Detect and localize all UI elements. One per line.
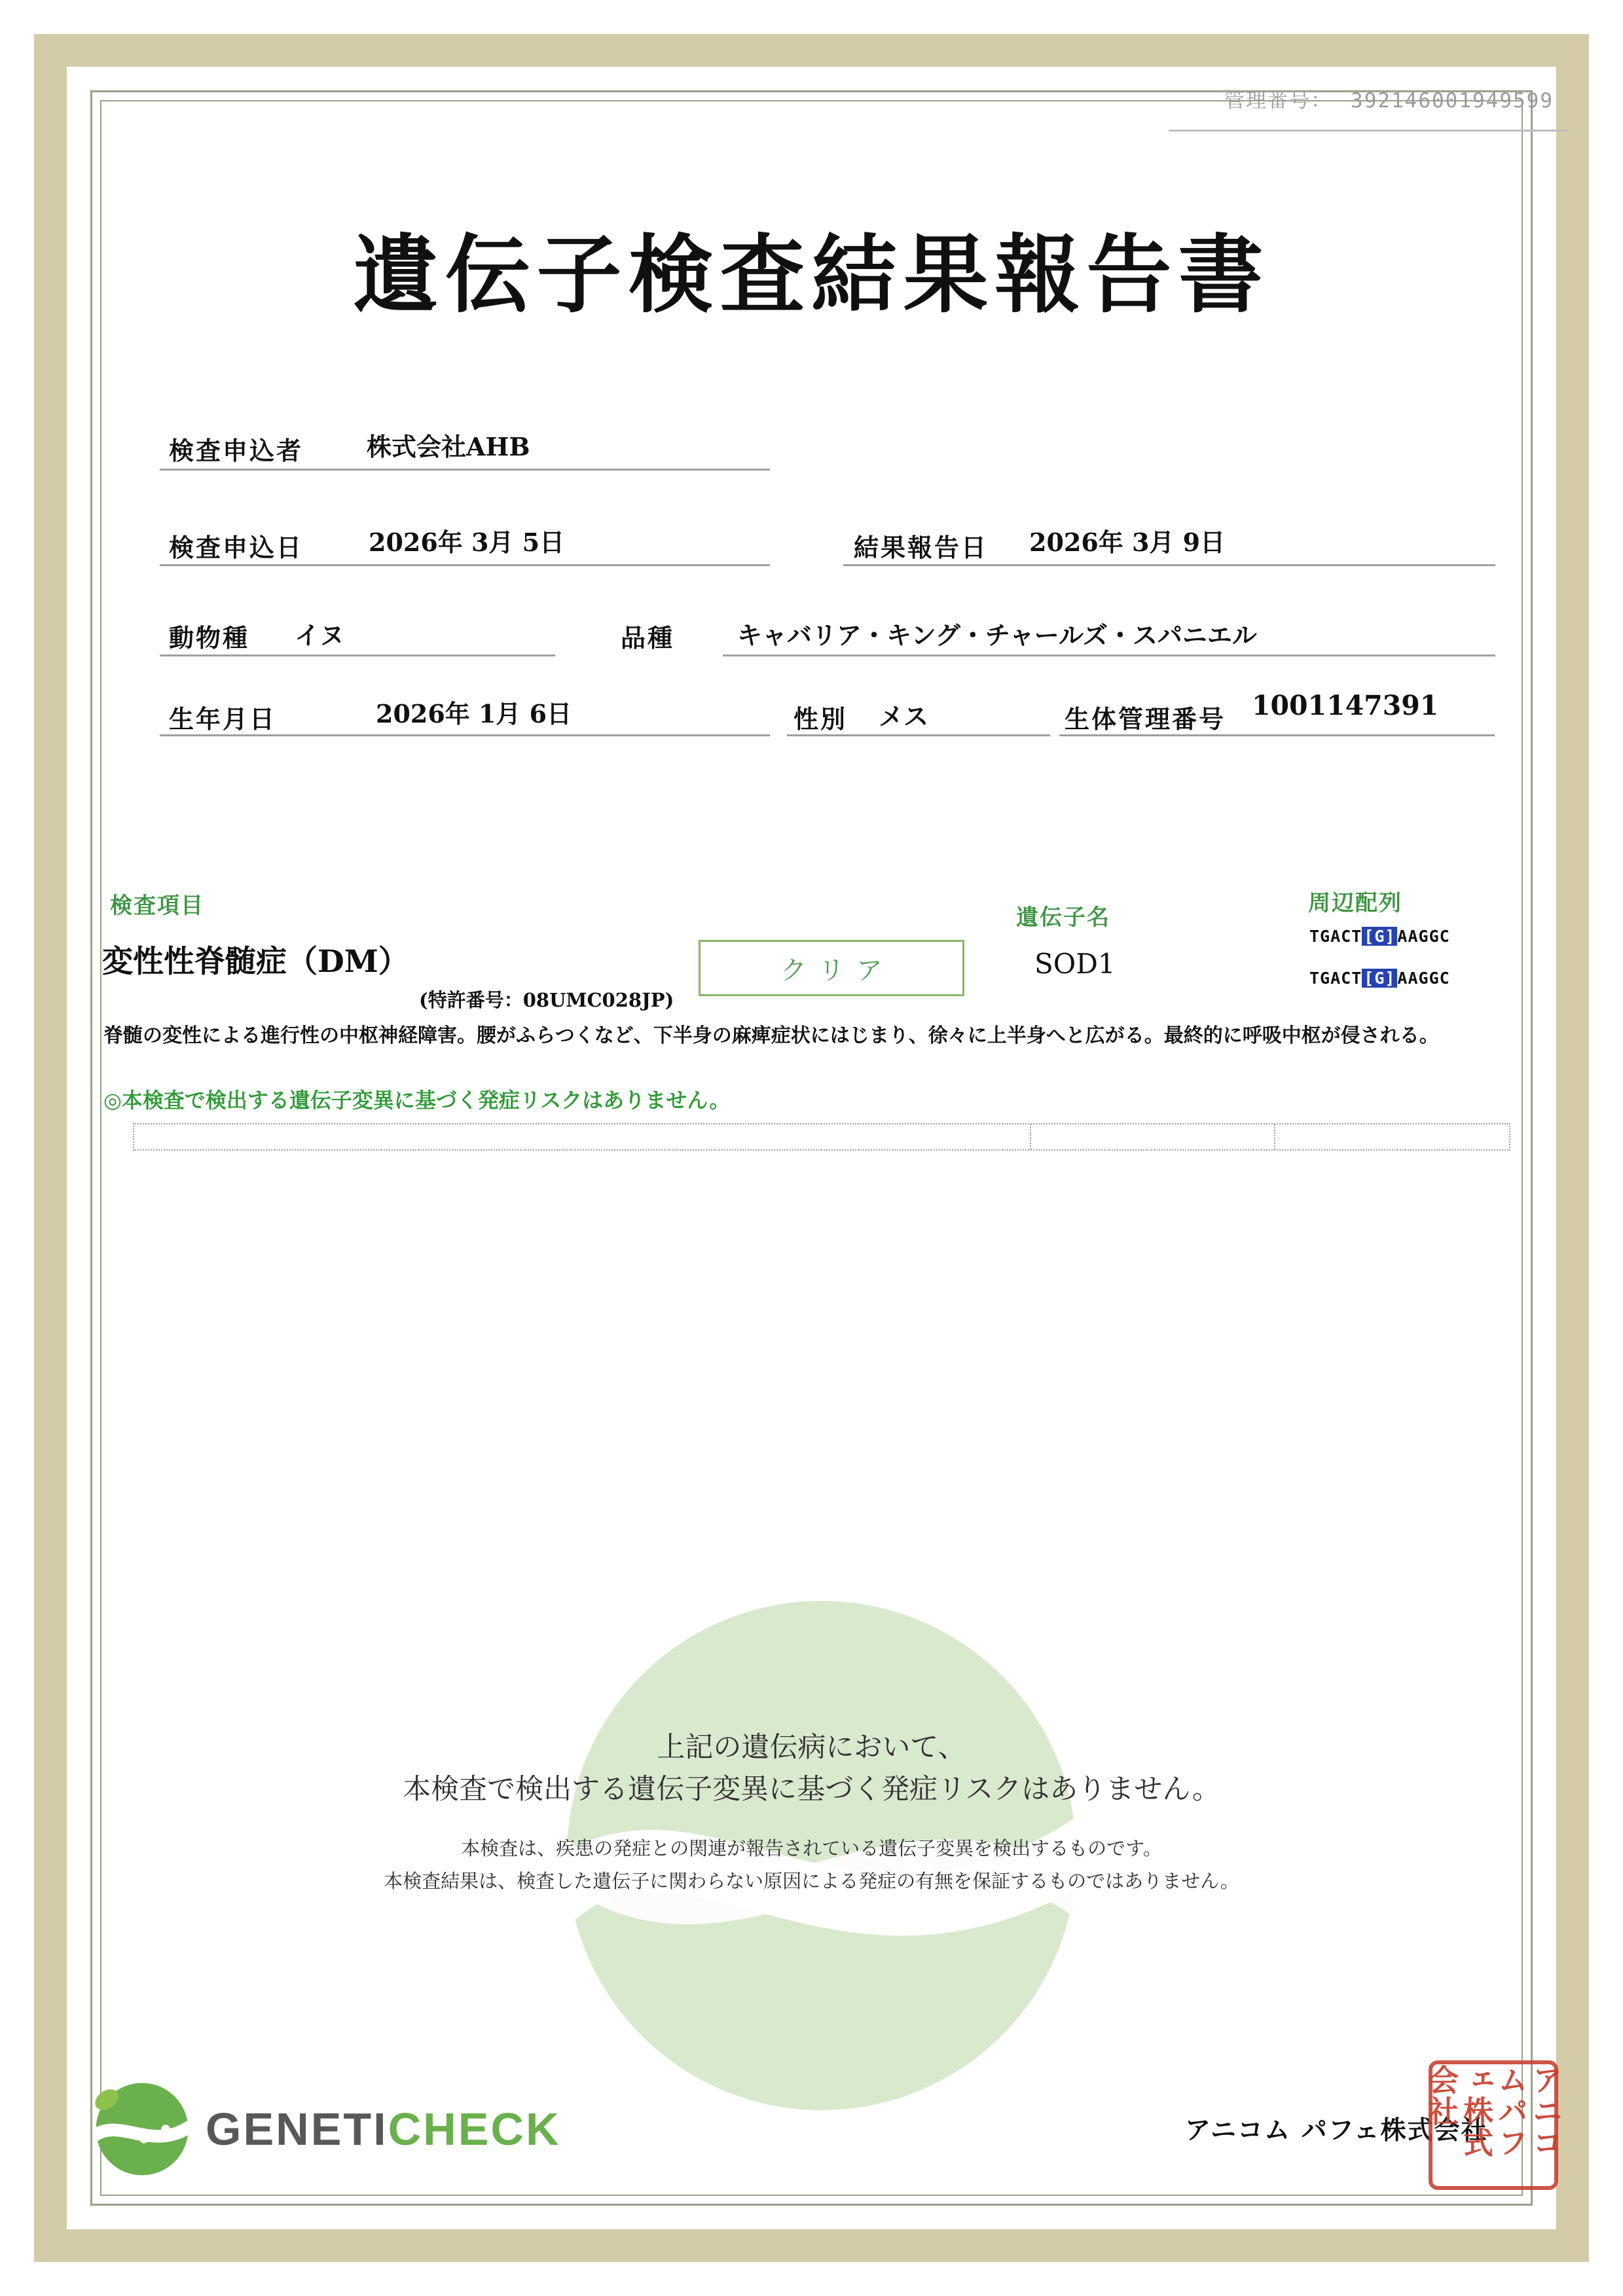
summary-note-1: 本検査は、疾患の発症との関連が報告されている遺伝子変異を検出するものです。 xyxy=(461,1839,1162,1859)
result-label: クリア xyxy=(780,955,894,986)
risk-note: ◎本検査で検出する遺伝子変異に基づく発症リスクはありません。 xyxy=(103,1088,731,1113)
sex-value: メス xyxy=(879,702,929,731)
test-item-header: 検査項目 xyxy=(110,893,204,919)
summary-line-1: 上記の遺伝病において、 xyxy=(657,1732,966,1763)
result-box xyxy=(699,940,964,996)
management-number-underline xyxy=(1169,130,1568,132)
management-number xyxy=(1224,84,1554,113)
breed-label: 品種 xyxy=(621,623,675,653)
gene-name-header: 遺伝子名 xyxy=(1016,905,1110,931)
body-id-label: 生体管理番号 xyxy=(1065,704,1226,734)
empty-row-divider-1 xyxy=(1030,1124,1031,1149)
breed-value: キャバリア・キング・チャールズ・スパニエル xyxy=(737,620,1257,650)
sequence-header: 周辺配列 xyxy=(1308,890,1402,916)
company-seal-stamp: アニコムパフェ株式会社 xyxy=(1429,2060,1558,2190)
gene-name-value: SOD1 xyxy=(1034,948,1116,980)
body-id-underline xyxy=(1059,734,1495,736)
sequence-2-prefix: TGACT xyxy=(1309,969,1362,988)
breed-underline xyxy=(723,655,1495,656)
sequence-1-allele: [G] xyxy=(1362,927,1397,946)
disease-description: 脊髄の変性による進行性の中枢神経障害。腰がふらつくなど、下半身の麻痺症状にはじまり、徐々に上半身へと広がる。最終的に呼吸中枢が侵される。 xyxy=(103,1024,1439,1047)
body-id-value: 1001147391 xyxy=(1252,690,1439,721)
birth-date-value: 2026年 1月 6日 xyxy=(376,699,572,728)
apply-date-value: 2026年 3月 5日 xyxy=(369,528,565,557)
summary-note-2: 本検査結果は、検査した遺伝子に関わらない原因による発症の有無を保証するものではありません。 xyxy=(384,1871,1239,1892)
logo-text-check: CHECK xyxy=(388,2104,561,2155)
summary-line-2: 本検査で検出する遺伝子変異に基づく発症リスクはありません。 xyxy=(403,1774,1220,1805)
birth-date-label: 生年月日 xyxy=(169,704,277,734)
geneticheck-logo-icon xyxy=(93,2080,191,2178)
sequence-1-suffix: AAGGC xyxy=(1397,927,1450,946)
applicant-underline xyxy=(160,469,770,471)
report-date-label: 結果報告日 xyxy=(854,533,989,562)
page-title: 遺伝子検査結果報告書 xyxy=(353,224,1270,325)
species-underline xyxy=(160,655,555,656)
species-value: イヌ xyxy=(295,620,345,650)
birth-date-underline xyxy=(160,734,770,736)
sequence-2-suffix: AAGGC xyxy=(1397,969,1450,988)
logo-text-geneti: GENETI xyxy=(206,2104,388,2155)
empty-row-divider-2 xyxy=(1274,1124,1275,1149)
apply-date-underline xyxy=(160,564,770,566)
sequence-line-2 xyxy=(1309,969,1450,988)
disease-name: 変性性脊髄症（DM） xyxy=(102,944,409,980)
applicant-label: 検査申込者 xyxy=(169,436,304,465)
management-number-label: 管理番号： xyxy=(1224,89,1333,113)
sequence-1-prefix: TGACT xyxy=(1309,927,1362,946)
management-number-value: 392146001949599 xyxy=(1351,89,1554,113)
apply-date-label: 検査申込日 xyxy=(169,533,304,562)
geneticheck-logo-text xyxy=(206,2103,561,2155)
species-label: 動物種 xyxy=(169,623,250,653)
report-date-underline xyxy=(843,564,1495,566)
patent-number: (特許番号：08UMC028JP) xyxy=(419,989,674,1011)
geneticheck-logo xyxy=(93,2080,561,2178)
sex-underline xyxy=(787,734,1050,736)
applicant-value: 株式会社AHB xyxy=(367,432,530,461)
sequence-2-allele: [G] xyxy=(1362,969,1397,988)
sex-label: 性別 xyxy=(793,704,848,734)
empty-table-row xyxy=(133,1123,1510,1151)
sequence-line-1 xyxy=(1309,927,1450,946)
report-date-value: 2026年 3月 9日 xyxy=(1029,528,1226,557)
company-name: アニコム パフェ株式会社 xyxy=(1185,2115,1488,2145)
